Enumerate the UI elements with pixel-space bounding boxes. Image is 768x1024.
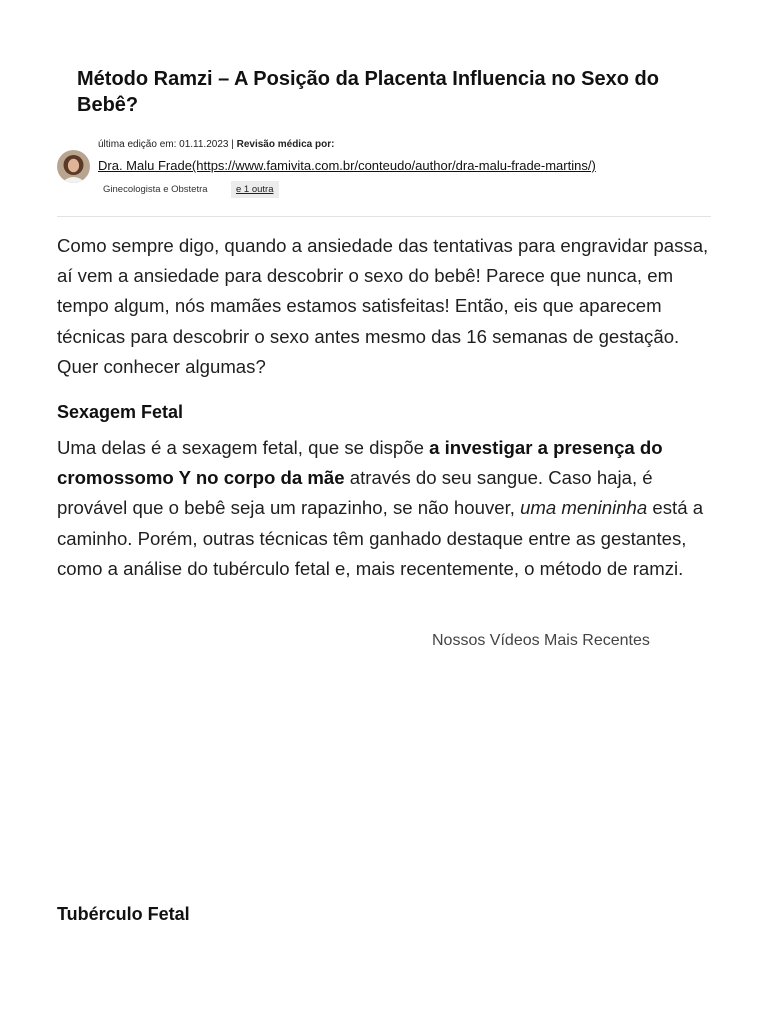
article-title: Método Ramzi – A Posição da Placenta Influencia no Sexo do Bebê? bbox=[77, 68, 659, 116]
doctor-avatar-icon[interactable] bbox=[57, 150, 90, 183]
sexagem-italic-text: uma menininha bbox=[520, 497, 648, 519]
medical-review-label: Revisão médica por: bbox=[236, 139, 335, 150]
intro-paragraph: Como sempre digo, quando a ansiedade das tentativas para engravidar passa, aí vem a ansiedade para descobrir o sexo do bebê! Parece que nunca, em tempo algum, nós mamães estamos satisfeitas! Então, eis que aparecem técnicas para descobrir o sexo antes mesmo das 16 semanas de gestação. Quer conhecer algumas? bbox=[57, 235, 709, 377]
last-edit-date: última edição em: 01.11.2023 | bbox=[98, 139, 237, 150]
section-heading-tuberculo: Tubérculo Fetal bbox=[57, 904, 190, 924]
author-link[interactable]: Dra. Malu Frade(https://www.famivita.com.br/conteudo/author/dra-malu-frade-martins/) bbox=[98, 158, 596, 173]
author-specialty: Ginecologista e Obstetra bbox=[103, 184, 208, 195]
sexagem-text-3: está a caminho. Porém, outras técnicas têm ganhado destaque entre as gestantes, como a análise do tubérculo fetal e, mais recentemente, o método de ramzi. bbox=[57, 497, 704, 579]
sexagem-text-2: através do seu sangue. Caso haja, é provável que o bebê seja um rapazinho, se não houver, bbox=[57, 467, 653, 519]
edit-info bbox=[98, 138, 334, 152]
sexagem-paragraph bbox=[57, 433, 717, 584]
sexagem-bold-text: a investigar a presença do cromossomo Y no corpo da mãe bbox=[57, 437, 663, 489]
more-reviewers-button[interactable]: e 1 outra bbox=[231, 181, 279, 198]
section-heading-sexagem: Sexagem Fetal bbox=[57, 402, 184, 422]
divider bbox=[57, 216, 711, 217]
sexagem-text-1: Uma delas é a sexagem fetal, que se dispõe bbox=[57, 437, 430, 458]
recent-videos-label: Nossos Vídeos Mais Recentes bbox=[432, 632, 650, 649]
